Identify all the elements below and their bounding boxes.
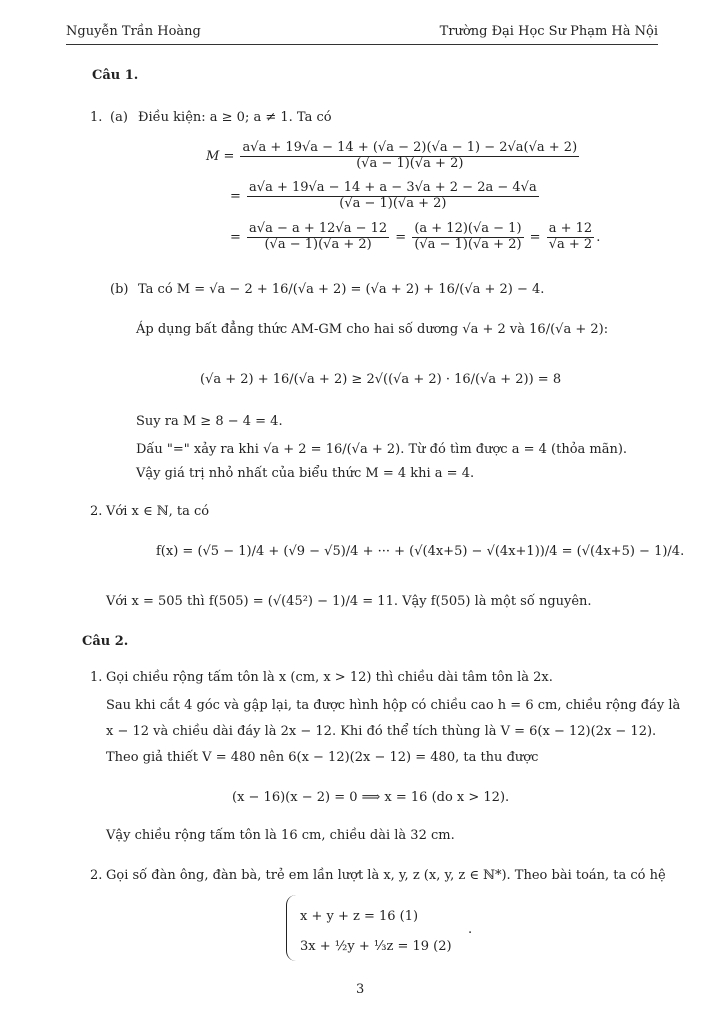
m-line3-fraction-2: $\frac{(a + 12)(√a - 1)}{(√a - 1)(√a + 2)}$ — [414, 221, 522, 252]
q1-part-b-line-2: Áp dụng bất đẳng thức AM-GM cho hai số dương √a + 2 và 16/(√a + 2): — [136, 322, 609, 337]
header-author: Nguyễn Trần Hoàng — [66, 24, 201, 39]
q1-part-b-line-1: Ta có M = √a − 2 + 16/(√a + 2) = (√a + 2) + 16/(√a + 2) − 4. — [138, 282, 545, 297]
q1-part-a-intro: Điều kiện: a ≥ 0; a ≠ 1. Ta có — [138, 110, 332, 125]
q2-part1-conclusion: Vậy chiều rộng tấm tôn là 16 cm, chiều dài là 32 cm. — [106, 828, 455, 843]
q2-part1-number: 1. — [90, 670, 103, 685]
q2-part1-line-1: Gọi chiều rộng tấm tôn là x (cm, x > 12) thì chiều dài tâm tôn là 2x. — [106, 670, 553, 685]
system-end-dot: . — [468, 922, 473, 937]
m-derivation-line-1: M = $\frac{a√a + 19√a - 14 + (√a - 2)(√a - 1) - 2√a(√a + 2)}{(√a - 1)(√a + 2)}$ — [206, 140, 578, 171]
q1-part-b-label: (b) — [110, 282, 129, 297]
q2-part1-line-2: Sau khi cắt 4 góc và gập lại, ta được hình hộp có chiều cao h = 6 cm, chiều rộng đáy là — [106, 698, 681, 713]
m-line3-fraction-1: $\frac{a√a - a + 12√a - 12}{(√a - 1)(√a + 2)}$ — [249, 221, 388, 252]
page-number: 3 — [356, 982, 365, 997]
system-equation-2: 3x + ½y + ⅓z = 19 (2) — [300, 939, 452, 954]
question-2-title: Câu 2. — [82, 634, 129, 649]
header-school: Trường Đại Học Sư Phạm Hà Nội — [439, 24, 658, 39]
m-line2-fraction: $\frac{a√a + 19√a - 14 + a - 3√a + 2 - 2a - 4√a}{(√a - 1)(√a + 2)}$ — [249, 180, 537, 211]
q1-amgm-inequality: (√a + 2) + 16/(√a + 2) ≥ 2√((√a + 2) · 16/(√a + 2)) = 8 — [200, 372, 562, 387]
system-brace — [286, 895, 297, 961]
q2-part1-line-4: Theo giả thiết V = 480 nên 6(x − 12)(2x − 12) = 480, ta thu được — [106, 750, 539, 765]
q1-part2-intro: Với x ∈ ℕ, ta có — [106, 504, 210, 519]
q1-part-a-label: (a) — [110, 110, 128, 125]
q1-part1-number: 1. — [90, 110, 103, 125]
q1-part-b-line-3: Suy ra M ≥ 8 − 4 = 4. — [136, 414, 283, 429]
q2-part1-equation: (x − 16)(x − 2) = 0 ⟹ x = 16 (do x > 12). — [232, 790, 510, 805]
q2-part1-line-3: x − 12 và chiều dài đáy là 2x − 12. Khi đó thể tích thùng là V = 6(x − 12)(2x − 12). — [106, 724, 657, 739]
q1-part2-result: Với x = 505 thì f(505) = (√(45²) − 1)/4 = 11. Vậy f(505) là một số nguyên. — [106, 594, 592, 609]
q1-part-b-line-5: Vậy giá trị nhỏ nhất của biểu thức M = 4 khi a = 4. — [136, 466, 475, 481]
q2-part2-number: 2. — [90, 868, 103, 883]
header-rule — [66, 44, 658, 45]
m-line3-fraction-3: $\frac{a + 12}{√a + 2}$ — [548, 221, 593, 252]
m-derivation-line-3: = $\frac{a√a - a + 12√a - 12}{(√a - 1)(√a + 2)}$ = $\frac{(a + 12)(√a - 1)}{(√a - 1)(√a + 2)}$ = $\frac{a + 12}{√a + 2}$ . — [230, 221, 601, 252]
m-line1-fraction: $\frac{a√a + 19√a - 14 + (√a - 2)(√a - 1) - 2√a(√a + 2)}{(√a - 1)(√a + 2)}$ — [242, 140, 578, 171]
system-equation-1: x + y + z = 16 (1) — [300, 909, 419, 924]
question-1-title: Câu 1. — [92, 68, 139, 83]
q2-part2-intro: Gọi số đàn ông, đàn bà, trẻ em lần lượt là x, y, z (x, y, z ∈ ℕ*). Theo bài toán, ta có hệ — [106, 868, 666, 883]
q1-part2-number: 2. — [90, 504, 103, 519]
q1-part-b-line-4: Dấu "=" xảy ra khi √a + 2 = 16/(√a + 2). Từ đó tìm được a = 4 (thỏa mãn). — [136, 442, 628, 457]
q1-part2-formula: f(x) = (√5 − 1)/4 + (√9 − √5)/4 + ··· + (√(4x+5) − √(4x+1))/4 = (√(4x+5) − 1)/4. — [156, 544, 685, 559]
m-derivation-line-2: = $\frac{a√a + 19√a - 14 + a - 3√a + 2 - 2a - 4√a}{(√a - 1)(√a + 2)}$ — [230, 180, 537, 211]
